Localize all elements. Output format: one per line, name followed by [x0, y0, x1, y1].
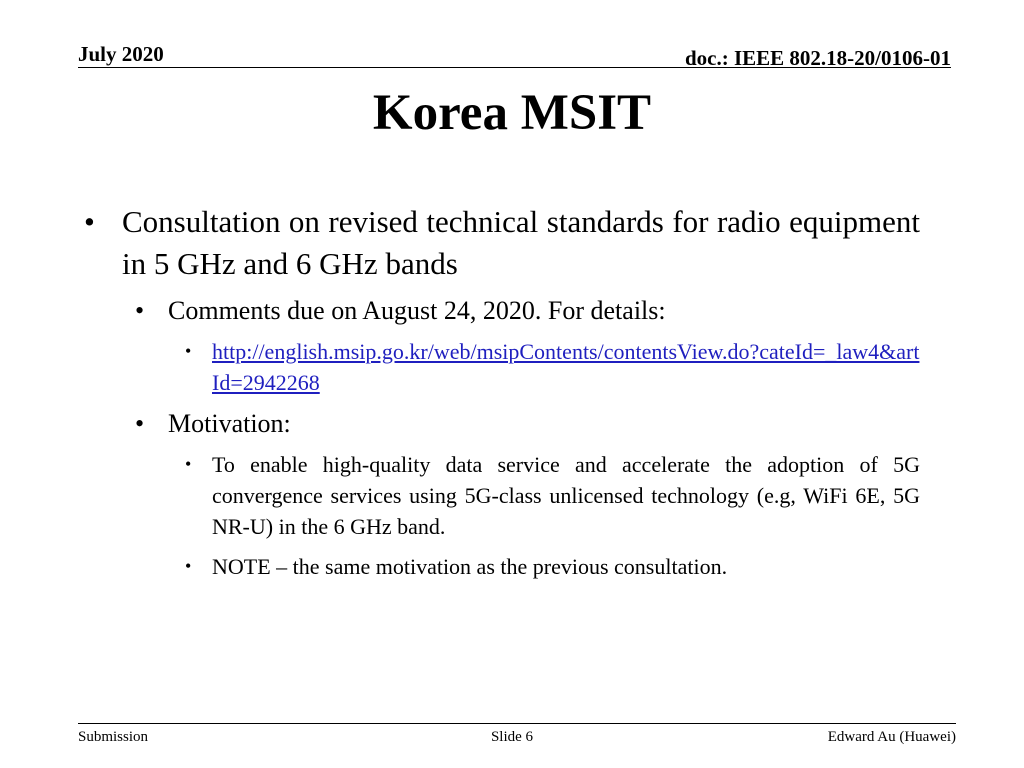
bullet-text: NOTE – the same motivation as the previous consultation.	[212, 554, 728, 579]
bullet-marker: •	[185, 341, 192, 361]
footer-author: Edward Au (Huawei)	[827, 729, 956, 745]
header-divider	[78, 67, 951, 68]
bullet-marker: •	[135, 409, 145, 438]
footer-submission: Submission	[78, 729, 149, 745]
bullet-marker: •	[185, 454, 192, 474]
bullet-motivation	[135, 408, 920, 440]
bullet-link	[185, 336, 920, 398]
footer-divider	[78, 723, 956, 724]
bullet-comments	[135, 295, 920, 327]
bullet-marker: •	[84, 204, 95, 239]
bullet-consultation	[84, 201, 920, 285]
bullet-text: Consultation on revised technical standards for radio equipment in 5 GHz and 6 GHz bands	[122, 204, 920, 281]
header-doc-id: doc.: IEEE 802.18-20/0106-01	[684, 46, 951, 70]
bullet-marker: •	[185, 556, 192, 576]
slide-title: Korea MSIT	[372, 85, 652, 141]
header-date: July 2020	[78, 42, 164, 66]
bullet-text: To enable high-quality data service and accelerate the adoption of 5G convergence services using 5G-class unlicensed technology (e.g, WiFi 6E, 5G NR-U) in the 6 GHz band.	[212, 452, 920, 539]
bullet-motivation-detail	[185, 449, 920, 542]
slide-body	[84, 201, 920, 582]
bullet-note	[185, 551, 920, 582]
bullet-text: Comments due on August 24, 2020. For details:	[168, 296, 666, 325]
footer-slide-number: Slide 6	[490, 729, 534, 745]
details-link[interactable]: http://english.msip.go.kr/web/msipContents/contentsView.do?cateId=_law4&artId=2942268	[212, 339, 920, 395]
bullet-text: Motivation:	[168, 409, 291, 438]
bullet-marker: •	[135, 296, 145, 325]
